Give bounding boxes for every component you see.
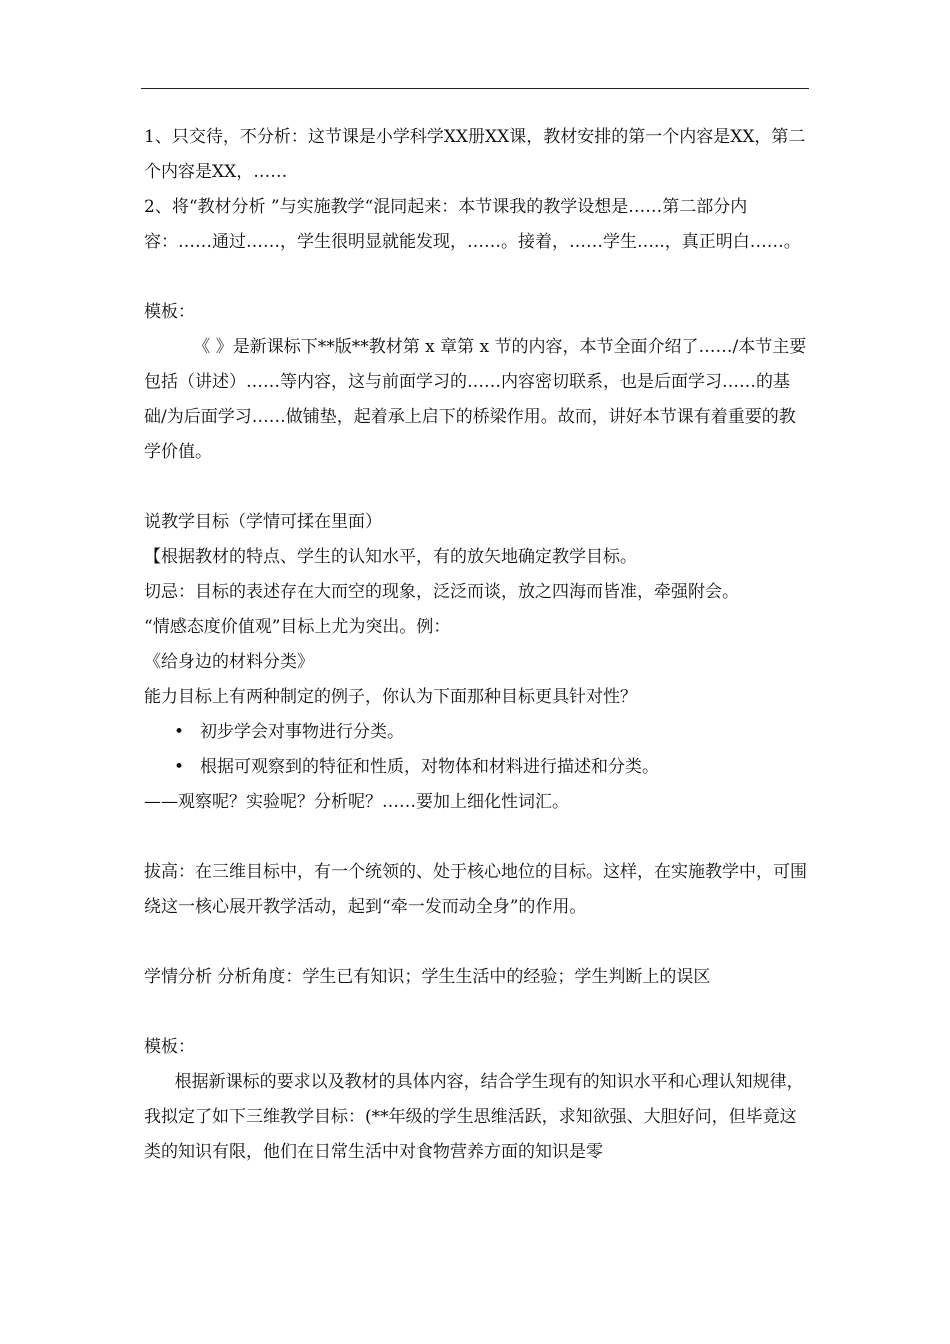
spacer bbox=[144, 995, 810, 1030]
paragraph-point-1: 1、只交待，不分析：这节课是小学科学XX册XX课，教材安排的第一个内容是XX，第二个内容是XX，…… bbox=[144, 127, 806, 182]
bullet-item bbox=[144, 750, 810, 785]
goals-line: 【根据教材的特点、学生的认知水平，有的放矢地确定教学目标。 bbox=[144, 547, 637, 567]
spacer bbox=[144, 470, 810, 505]
goals-line: 切忌：目标的表述存在大而空的现象，泛泛而谈，放之四海而皆准，牵强附会。 bbox=[144, 582, 739, 602]
analysis-line: 学情分析 分析角度：学生已有知识；学生生活中的经验；学生判断上的误区 bbox=[144, 967, 711, 987]
goals-line: ——观察呢？实验呢？分析呢？……要加上细化性词汇。 bbox=[144, 792, 569, 812]
template-body: 根据新课标的要求以及教材的具体内容，结合学生现有的知识水平和心理认知规律，我拟定了如下三维教学目标：(**年级的学生思维活跃，求知欲强、大胆好问，但毕竟这类的知识有限，他们在日常生活中对食物营养方面的知识是零 bbox=[144, 1072, 804, 1162]
document-body bbox=[144, 120, 810, 1170]
bullet-item bbox=[144, 715, 810, 750]
spacer bbox=[144, 820, 810, 855]
bullet-icon: • bbox=[174, 757, 185, 777]
goals-example-title: 《给身边的材料分类》 bbox=[144, 652, 314, 672]
template-body: 《 》是新课标下**版**教材第 x 章第 x 节的内容，本节全面介绍了……/本节主要包括（讲述）……等内容，这与前面学习的……内容密切联系，也是后面学习……的基础/为后面学习……做铺垫，起着承上启下的桥梁作用。故而，讲好本节课有着重要的教学价值。 bbox=[144, 337, 807, 462]
paragraph-point-2: 2、将“教材分析 ”与实施教学“混同起来：本节课我的教学设想是……第二部分内容：……通过……，学生很明显就能发现，……。接着，……学生…..，真正明白……。 bbox=[144, 197, 801, 252]
raise-paragraph: 拔高：在三维目标中，有一个统领的、处于核心地位的目标。这样，在实施教学中，可围绕这一核心展开教学活动，起到“牵一发而动全身”的作用。 bbox=[144, 862, 807, 917]
spacer bbox=[144, 925, 810, 960]
goals-line: 能力目标上有两种制定的例子，你认为下面那种目标更具针对性？ bbox=[144, 687, 637, 707]
bullet-text: 初步学会对事物进行分类。 bbox=[200, 722, 404, 742]
template-heading: 模板： bbox=[144, 1037, 195, 1057]
spacer bbox=[144, 260, 810, 295]
bullet-icon: • bbox=[174, 722, 185, 742]
goals-line: “情感态度价值观”目标上尤为突出。例： bbox=[144, 617, 451, 637]
header-rule bbox=[141, 88, 809, 89]
template-heading: 模板： bbox=[144, 302, 195, 322]
goals-heading: 说教学目标（学情可揉在里面） bbox=[144, 512, 382, 532]
bullet-text: 根据可观察到的特征和性质，对物体和材料进行描述和分类。 bbox=[200, 757, 659, 777]
